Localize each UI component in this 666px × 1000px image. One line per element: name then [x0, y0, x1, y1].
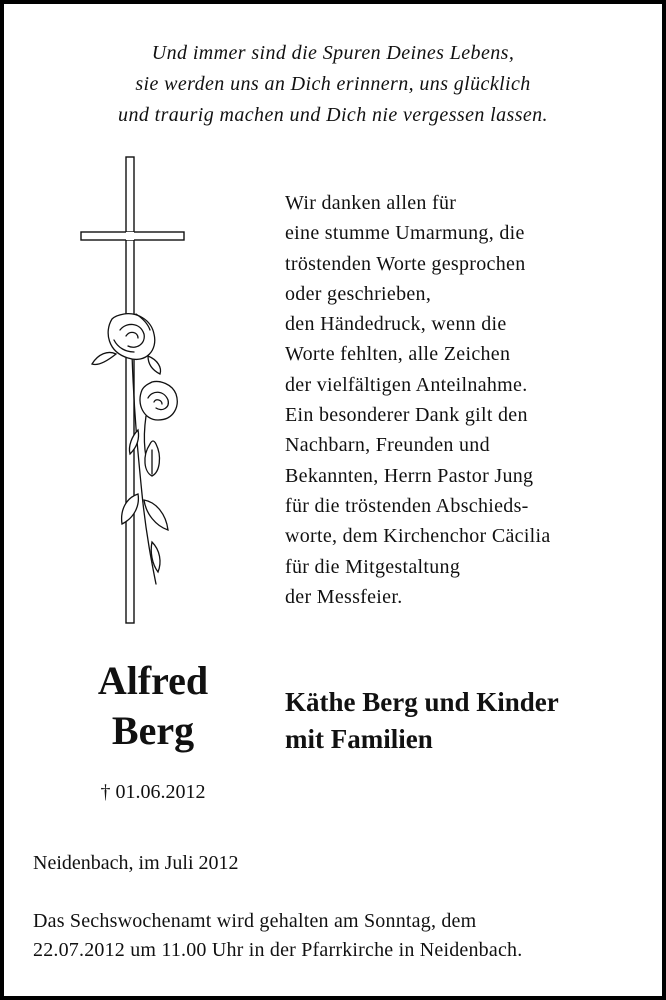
thanks-line: Worte fehlten, alle Zeichen: [285, 343, 511, 366]
death-date: † 01.06.2012: [100, 781, 206, 803]
thanks-line: der vielfältigen Anteilnahme.: [285, 373, 528, 396]
family-signature: [285, 684, 559, 758]
deceased-last-name: Berg: [111, 708, 195, 753]
place-and-date: Neidenbach, im Juli 2012: [33, 852, 239, 874]
family-line: Käthe Berg und Kinder: [285, 687, 559, 717]
verse-line: sie werden uns an Dich erinnern, uns glücklich: [135, 73, 531, 95]
deceased-first-name: Alfred: [97, 658, 209, 703]
thanks-line: worte, dem Kirchenchor Cäcilia: [285, 525, 551, 548]
thanks-line: oder geschrieben,: [285, 282, 432, 305]
obituary-notice: [4, 4, 662, 996]
service-line: Das Sechswochenamt wird gehalten am Sonntag, dem: [33, 910, 477, 932]
verse-line: Und immer sind die Spuren Deines Lebens,: [151, 42, 515, 64]
thanks-line: den Händedruck, wenn die: [285, 313, 507, 336]
thanks-line: tröstenden Worte gesprochen: [285, 252, 526, 275]
thank-you-text: [285, 188, 551, 612]
thanks-line: eine stumme Umarmung, die: [285, 222, 525, 245]
service-line: 22.07.2012 um 11.00 Uhr in der Pfarrkirche in Neidenbach.: [33, 939, 523, 961]
family-line: mit Familien: [285, 724, 433, 754]
verse-line: und traurig machen und Dich nie vergessen lassen.: [118, 104, 548, 126]
deceased-name: [64, 656, 242, 756]
service-announcement: [33, 907, 522, 965]
thanks-line: der Messfeier.: [285, 585, 403, 608]
cross-with-roses-icon: [76, 154, 196, 629]
thanks-line: für die Mitgestaltung: [285, 555, 461, 578]
thanks-line: Wir danken allen für: [285, 192, 457, 214]
thanks-line: Bekannten, Herrn Pastor Jung: [285, 464, 534, 487]
memorial-verse: [4, 38, 662, 131]
thanks-line: für die tröstenden Abschieds-: [285, 494, 529, 517]
thanks-line: Ein besonderer Dank gilt den: [285, 404, 528, 427]
thanks-line: Nachbarn, Freunden und: [285, 434, 490, 457]
